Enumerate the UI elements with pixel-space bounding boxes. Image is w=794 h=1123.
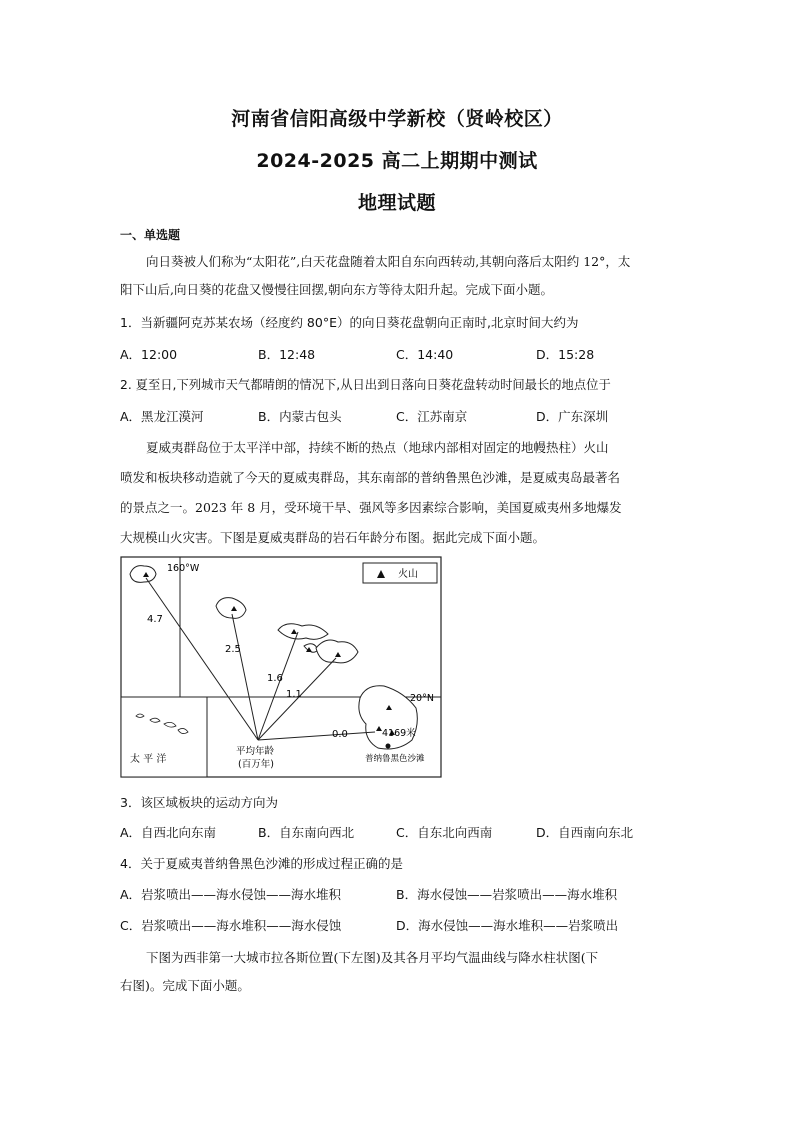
q1-option-d[interactable]: D．15:28	[536, 347, 595, 362]
passage2-line1: 夏威夷群岛位于太平洋中部，持续不断的热点（地球内部相对固定的地幔热柱）火山	[146, 440, 609, 455]
beach-label: 普纳鲁黑色沙滩	[365, 754, 425, 764]
exam-title: 2024-2025 高二上期期中测试	[256, 150, 538, 172]
legend-label: 火山	[398, 569, 418, 580]
beach-marker	[386, 744, 391, 749]
q1-option-a[interactable]: A．12:00	[120, 347, 178, 362]
average-age-label: 平均年龄	[236, 746, 275, 757]
q1-option-b[interactable]: B．12:48	[258, 347, 316, 362]
q3-option-c[interactable]: C．自东北向西南	[396, 825, 493, 840]
q2-option-a[interactable]: A．黑龙江漠河	[120, 409, 204, 424]
subject-title: 地理试题	[357, 192, 436, 214]
q2-option-d[interactable]: D．广东深圳	[536, 409, 609, 424]
passage1-line1: 向日葵被人们称为“太阳花”,白天花盘随着太阳自东向西转动,其朝向落后太阳约 12°，太	[146, 254, 631, 269]
passage2-line2: 喷发和板块移动造就了今天的夏威夷群岛，其东南部的普纳鲁黑色沙滩，是夏威夷岛最著名	[120, 470, 621, 485]
q3-option-b[interactable]: B．自东南向西北	[258, 825, 355, 840]
passage1-line2: 阳下山后,向日葵的花盘又慢慢往回摆,朝向东方等待太阳升起。完成下面小题。	[120, 282, 553, 297]
q2-stem: 2. 夏至日,下列城市天气都晴朗的情况下,从日出到日落向日葵花盘转动时间最长的地点位于	[120, 378, 611, 392]
age-label: 1.6	[267, 673, 283, 684]
age-label: 4.7	[147, 614, 163, 625]
school-title: 河南省信阳高级中学新校（贤岭校区）	[231, 108, 563, 130]
age-label: 0.0	[332, 729, 348, 740]
age-label: 1.1	[286, 689, 302, 700]
ocean-label: 太 平 洋	[130, 754, 167, 765]
q4-option-c[interactable]: C．岩浆喷出——海水堆积——海水侵蚀	[120, 918, 342, 933]
q4-option-a[interactable]: A．岩浆喷出——海水侵蚀——海水堆积	[120, 887, 342, 902]
q2-option-c[interactable]: C．江苏南京	[396, 409, 468, 424]
peak-height-label: 4169米	[382, 728, 416, 739]
q2-option-b[interactable]: B．内蒙古包头	[258, 409, 342, 424]
q4-option-b[interactable]: B．海水侵蚀——岩浆喷出——海水堆积	[396, 887, 618, 902]
hawaii-rock-age-map	[120, 556, 442, 778]
q4-option-d[interactable]: D．海水侵蚀——海水堆积——岩浆喷出	[396, 918, 619, 933]
q1-option-c[interactable]: C．14:40	[396, 347, 454, 362]
section-label: 一、单选题	[120, 228, 181, 242]
q3-option-d[interactable]: D．自西南向东北	[536, 825, 634, 840]
q3-stem: 3．该区域板块的运动方向为	[120, 795, 278, 810]
q4-stem: 4．关于夏威夷普纳鲁黑色沙滩的形成过程正确的是	[120, 856, 403, 871]
q3-option-a[interactable]: A．自西北向东南	[120, 825, 217, 840]
island-niihau-kauai	[130, 566, 156, 583]
q1-stem: 1．当新疆阿克苏某农场（经度约 80°E）的向日葵花盘朝向正南时,北京时间大约为	[120, 315, 579, 330]
inset-map-frame	[121, 697, 207, 777]
age-label: 2.5	[225, 644, 241, 655]
passage3-line2: 右图)。完成下面小题。	[120, 978, 250, 993]
passage2-line4: 大规模山火灾害。下图是夏威夷群岛的岩石年龄分布图。据此完成下面小题。	[120, 530, 546, 545]
average-age-unit: (百万年)	[238, 759, 274, 770]
passage2-line3: 的景点之一。2023 年 8 月，受环境干旱、强风等多因素综合影响，美国夏威夷州多地爆发	[120, 500, 622, 515]
latitude-label: 20°N	[410, 693, 434, 704]
passage3-line1: 下图为西非第一大城市拉各斯位置(下左图)及其各月平均气温曲线与降水柱状图(下	[146, 950, 599, 965]
longitude-label: 160°W	[167, 563, 200, 574]
